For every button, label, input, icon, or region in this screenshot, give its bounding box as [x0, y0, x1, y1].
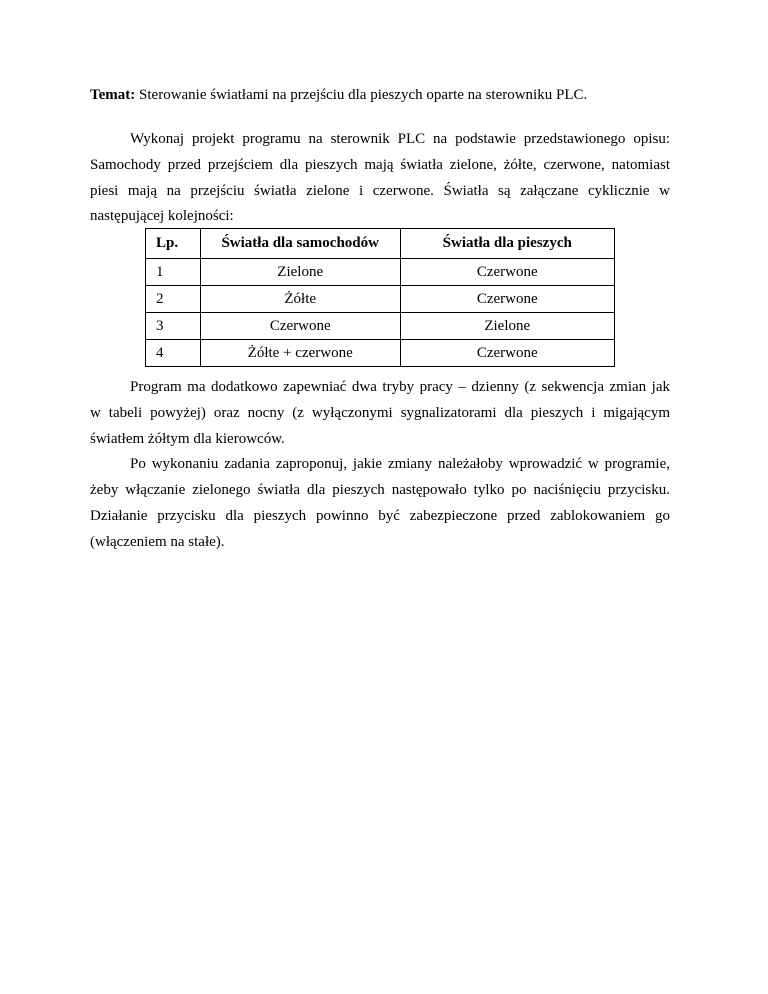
paragraph3-line-4: (włączeniem na stałe).: [90, 534, 225, 550]
cell-pedestrians: Czerwone: [400, 259, 614, 286]
paragraph2-line-1: Program ma dodatkowo zapewniać dwa tryby pracy – dzienny (z sekwencja zmian jak: [130, 379, 670, 395]
lights-table: [145, 228, 615, 367]
cell-pedestrians: Czerwone: [400, 340, 614, 367]
header-pedestrians: Światła dla pieszych: [400, 229, 614, 259]
topic-text: Sterowanie światłami na przejściu dla pieszych oparte na sterowniku PLC.: [135, 87, 588, 103]
cell-pedestrians: Zielone: [400, 313, 614, 340]
cell-cars: Czerwone: [200, 313, 400, 340]
table-row: [146, 259, 615, 286]
table-row: [146, 340, 615, 367]
header-lp: Lp.: [146, 229, 201, 259]
cell-lp: 2: [146, 286, 201, 313]
intro-line-2: Samochody przed przejściem dla pieszych mają światła zielone, żółte, czerwone, natomiast: [90, 157, 670, 173]
paragraph2-line-2: w tabeli powyżej) oraz nocny (z wyłączonymi sygnalizatorami dla pieszych i migającym: [90, 405, 670, 421]
paragraph3-line-2: żeby włączanie zielonego światła dla pieszych następowało tylko po naciśnięciu przycisku.: [90, 482, 670, 498]
cell-cars: Żółte + czerwone: [200, 340, 400, 367]
table-row: [146, 313, 615, 340]
paragraph3-line-3: Działanie przycisku dla pieszych powinno być zabezpieczone przed zablokowaniem go: [90, 508, 670, 524]
cell-lp: 1: [146, 259, 201, 286]
header-cars: Światła dla samochodów: [200, 229, 400, 259]
intro-line-1: Wykonaj projekt programu na sterownik PLC na podstawie przedstawionego opisu:: [130, 131, 670, 147]
cell-lp: 4: [146, 340, 201, 367]
intro-line-4: następującej kolejności:: [90, 208, 234, 224]
topic-line: [90, 86, 670, 104]
cell-lp: 3: [146, 313, 201, 340]
cell-pedestrians: Czerwone: [400, 286, 614, 313]
intro-line-3: piesi mają na przejściu światła zielone i czerwone. Światła są załączane cyklicznie w: [90, 183, 670, 199]
paragraph2-line-3: światłem żółtym dla kierowców.: [90, 431, 285, 447]
table-header-row: [146, 229, 615, 259]
cell-cars: Żółte: [200, 286, 400, 313]
paragraph3-line-1: Po wykonaniu zadania zaproponuj, jakie zmiany należałoby wprowadzić w programie,: [130, 456, 670, 472]
table-row: [146, 286, 615, 313]
cell-cars: Zielone: [200, 259, 400, 286]
topic-label: Temat:: [90, 87, 136, 103]
